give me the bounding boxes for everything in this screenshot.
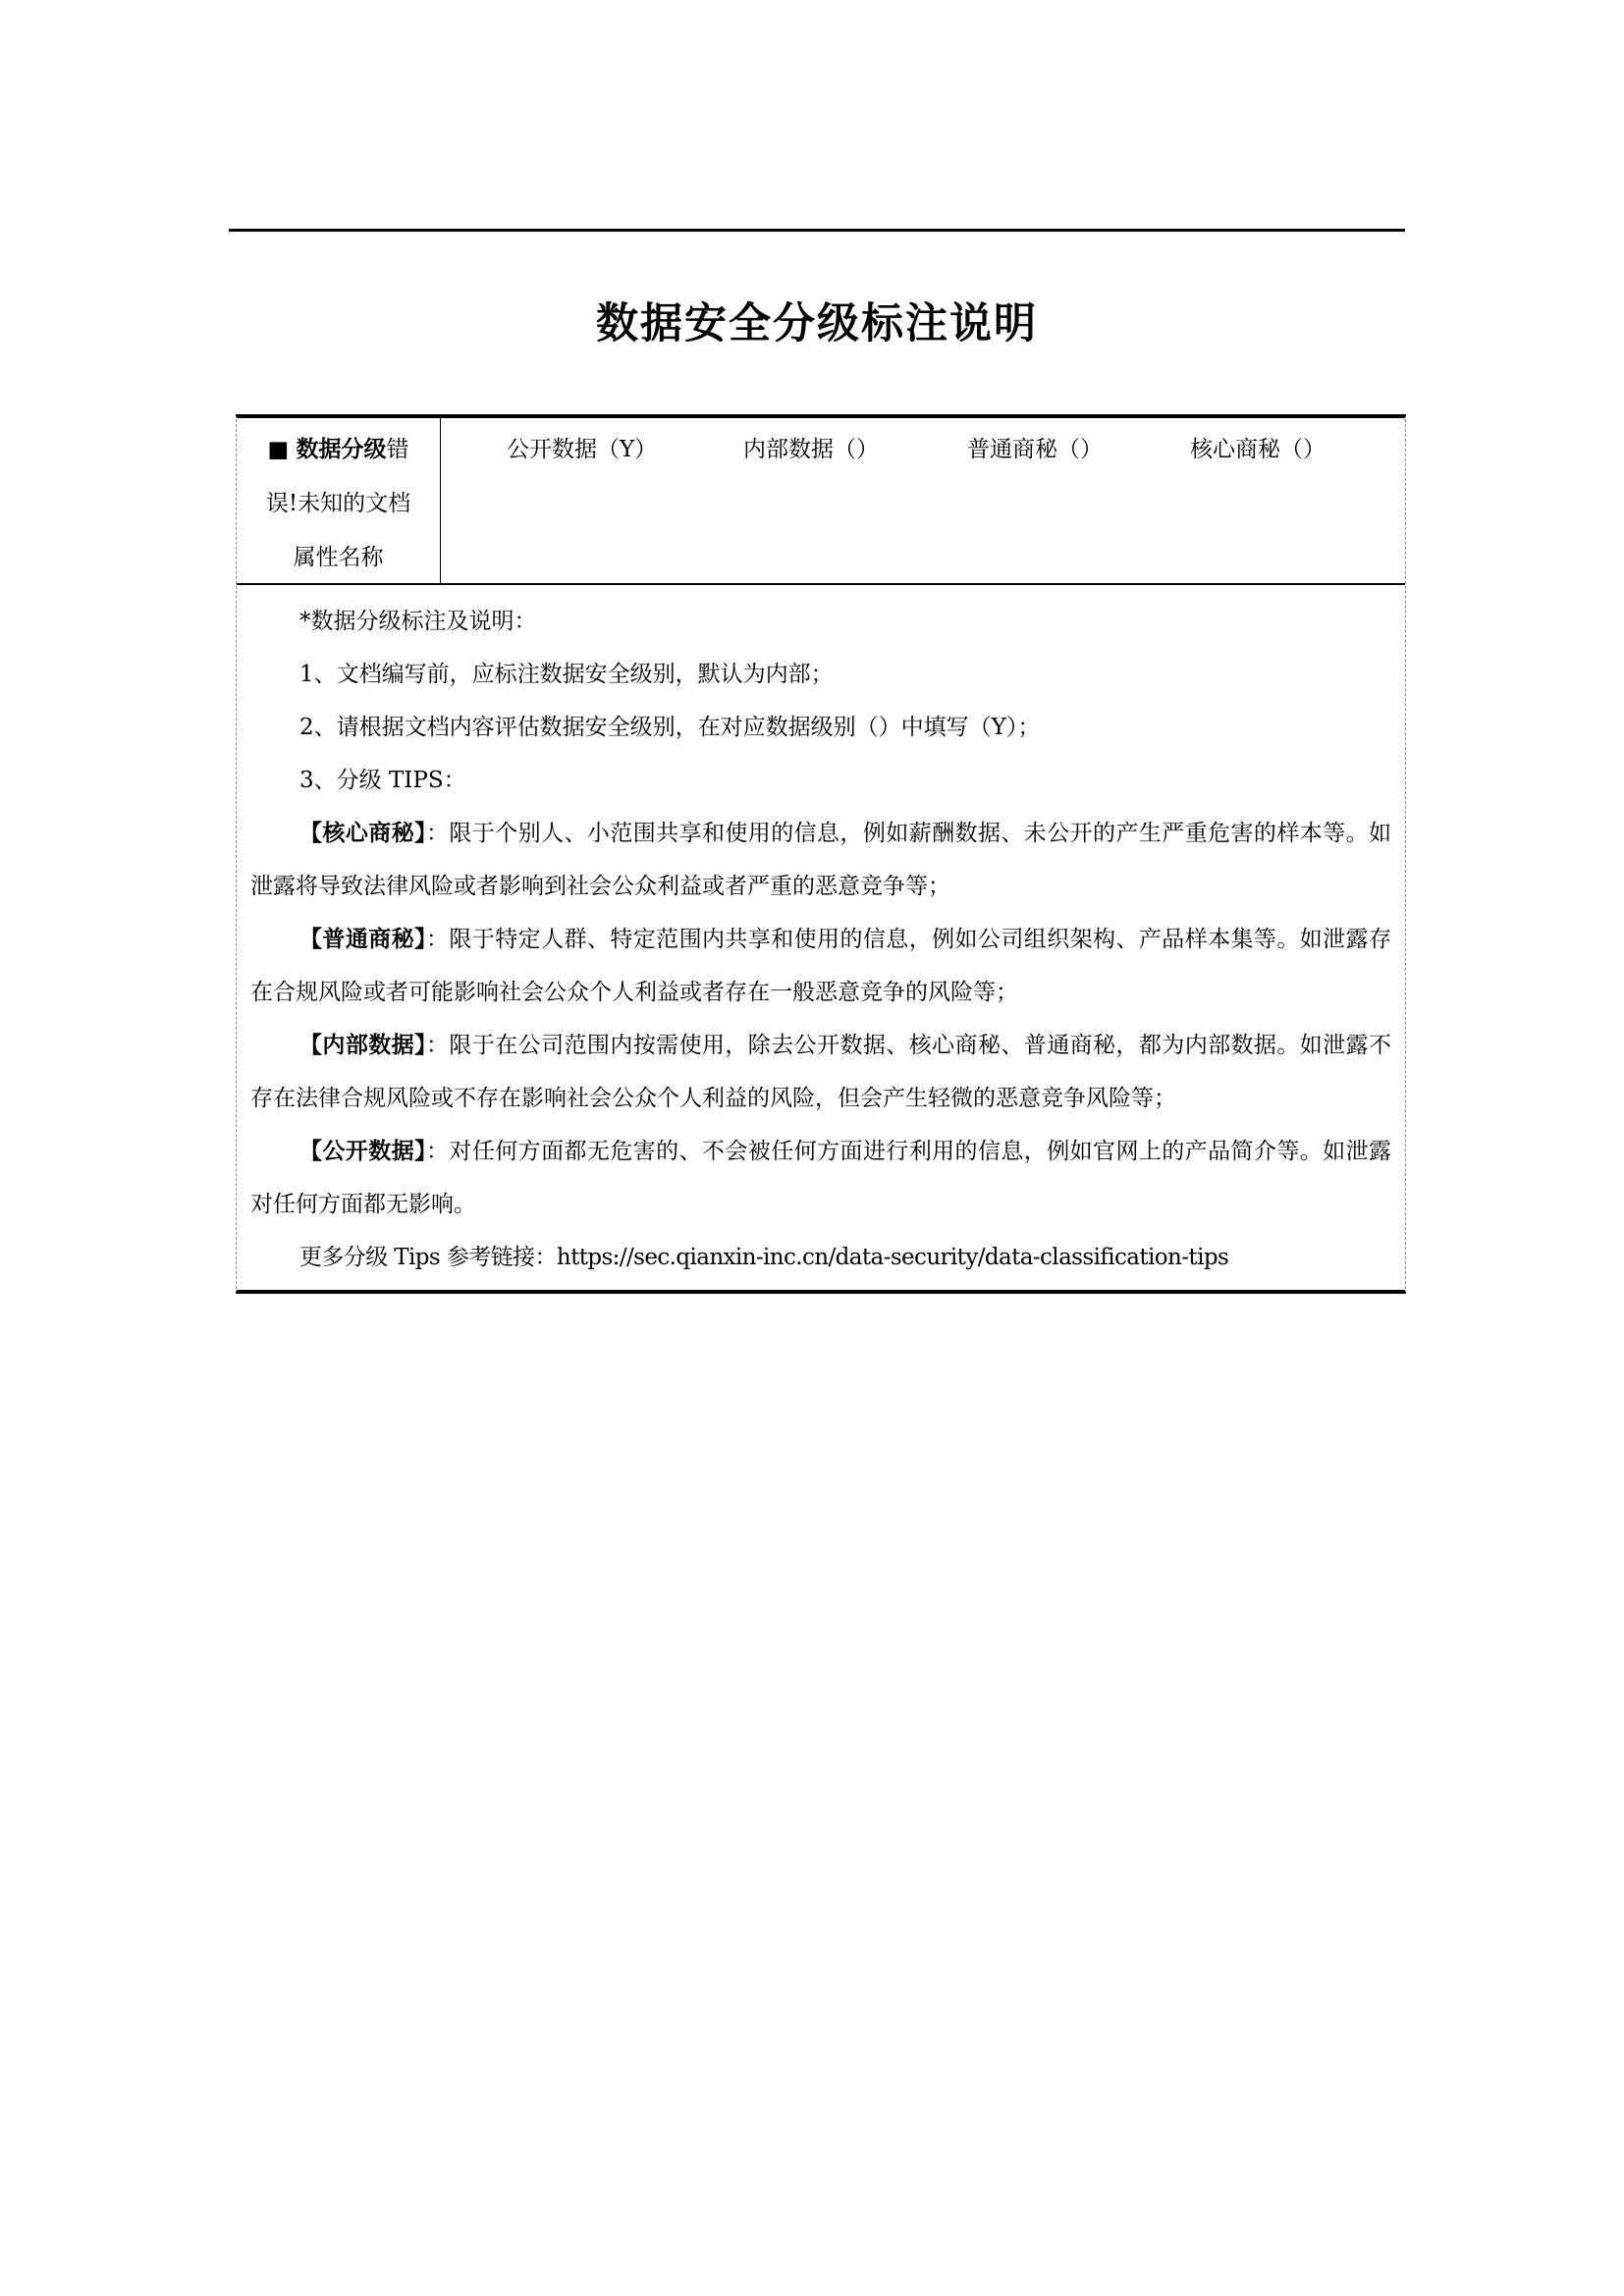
square-bullet-icon: ■ — [267, 437, 290, 462]
notes-item-2: 2、请根据文档内容评估数据安全级别，在对应数据级别（）中填写（Y）； — [299, 715, 1041, 740]
label-line-2: 误!未知的文档 — [265, 491, 411, 516]
tip-tag: 【普通商秘】 — [299, 927, 426, 952]
level-internal[interactable]: 内部数据（） — [743, 437, 879, 462]
classification-row — [237, 418, 1405, 585]
notes-item-3: 3、分级 TIPS： — [299, 768, 466, 793]
more-tips-line — [250, 1231, 1391, 1284]
tip-internal — [250, 1019, 1391, 1125]
level-public[interactable]: 公开数据（Y） — [507, 437, 658, 462]
label-bold-text: 数据分级 — [296, 437, 387, 462]
tip-text: ：限于个别人、小范围共享和使用的信息，例如薪酬数据、未公开的产生严重危害的样本等。如泄露将导致法律风险或者影响到社会公众利益或者严重的恶意竞争等； — [250, 821, 1392, 899]
label-line-1 — [237, 423, 440, 477]
more-tips-link[interactable]: https://sec.qianxin-inc.cn/data-security/data-classification-tips — [556, 1245, 1229, 1270]
label-line1-tail: 错 — [386, 437, 409, 462]
tip-core-secret — [250, 807, 1391, 913]
level-core-secret[interactable]: 核心商秘（） — [1190, 437, 1326, 462]
tip-tag: 【核心商秘】 — [299, 821, 426, 846]
notes-heading: *数据分级标注及说明： — [299, 609, 537, 634]
tip-general-secret — [250, 913, 1391, 1019]
tip-text: ：对任何方面都无危害的、不会被任何方面进行利用的信息，例如官网上的产品简介等。如泄露对任何方面都无影响。 — [250, 1139, 1392, 1217]
page-title: 数据安全分级标注说明 — [596, 299, 1038, 348]
label-line-3: 属性名称 — [293, 545, 384, 570]
tip-tag: 【内部数据】 — [299, 1033, 426, 1058]
tip-public — [250, 1125, 1391, 1231]
tip-tag: 【公开数据】 — [299, 1139, 426, 1164]
more-tips-label: 更多分级 Tips 参考链接： — [299, 1245, 557, 1270]
classification-label-cell — [237, 418, 441, 583]
tip-text: ：限于在公司范围内按需使用，除去公开数据、核心商秘、普通商秘，都为内部数据。如泄露不存在法律合规风险或不存在影响社会公众个人利益的风险，但会产生轻微的恶意竞争风险等； — [250, 1033, 1392, 1111]
notes-cell — [237, 585, 1405, 1290]
notes-item-1: 1、文档编写前，应标注数据安全级别，默认为内部； — [299, 662, 834, 687]
classification-table — [236, 414, 1406, 1294]
classification-levels-cell — [441, 418, 1405, 583]
level-general-secret[interactable]: 普通商秘（） — [967, 437, 1103, 462]
header-rule — [229, 229, 1405, 232]
tip-text: ：限于特定人群、特定范围内共享和使用的信息，例如公司组织架构、产品样本集等。如泄露存在合规风险或者可能影响社会公众个人利益或者存在一般恶意竞争的风险等； — [250, 927, 1392, 1005]
